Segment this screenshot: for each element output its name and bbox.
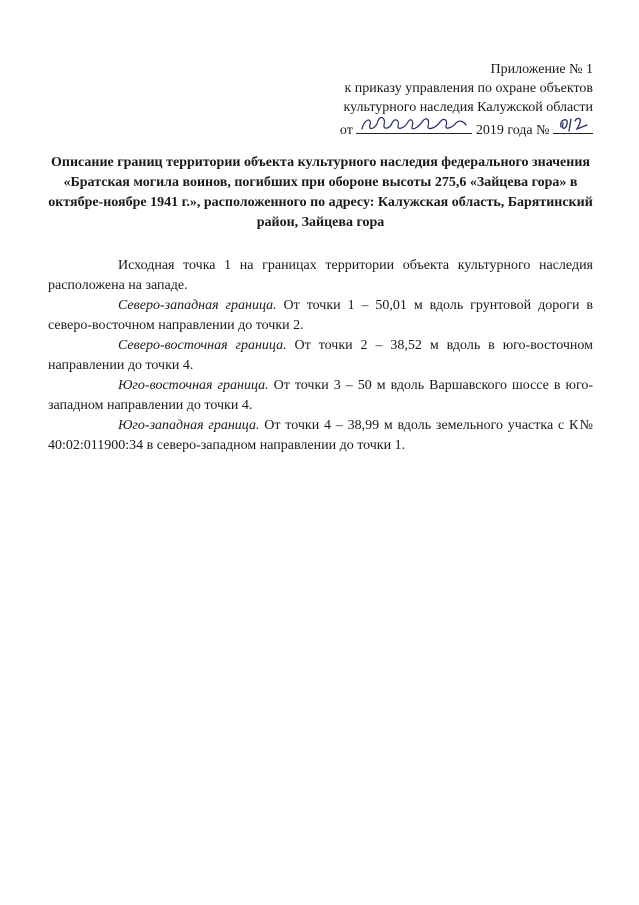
boundary-paragraph-southwest (48, 416, 593, 456)
handwritten-number (553, 117, 593, 134)
boundary-description (48, 256, 593, 456)
appendix-header (293, 60, 593, 140)
boundary-text: От точки 4 – 38,99 м вдоль земельного участка с К№ 40:02:011900:34 в северо-западном направлении до точки 1. (48, 418, 593, 453)
boundary-paragraph-southeast (48, 376, 593, 416)
boundary-name: Юго-западная граница. (118, 418, 260, 433)
boundary-text: От точки 3 – 50 м вдоль Варшавского шоссе в юго-западном направлении до точки 4. (48, 378, 594, 413)
handwritten-date (356, 117, 472, 134)
boundary-paragraph-northwest (48, 296, 593, 336)
document-title: Описание границ территории объекта культурного наследия федерального значения «Братская могила воинов, погибших при обороне высоты 275,6 «Зайцева гора» в октябре-ноябре 1941 г.», расположенного по адресу: Калужская область, Барятинский район, Зайцева гора (48, 155, 593, 230)
boundary-paragraph-northeast (48, 336, 593, 376)
handwritten-number-signature (553, 111, 593, 135)
boundary-text: От точки 1 – 50,01 м вдоль грунтовой дороги в северо-восточном направлении до точки 2. (48, 298, 593, 333)
date-prefix: от (339, 123, 353, 138)
boundary-name: Северо-восточная граница. (118, 338, 287, 353)
order-reference: к приказу управления по охране объектов (344, 81, 593, 96)
authority-name: культурного наследия Калужской области (343, 100, 593, 115)
boundary-text: От точки 2 – 38,52 м вдоль в юго-восточном направлении до точки 4. (48, 338, 593, 373)
date-year-and-number-label: 2019 года № (475, 123, 550, 138)
boundary-name: Северо-западная граница. (118, 298, 277, 313)
intro-paragraph: Исходная точка 1 на границах территории объекта культурного наследия расположена на западе. (48, 258, 593, 293)
appendix-number: Приложение № 1 (490, 62, 593, 77)
boundary-name: Юго-восточная граница. (118, 378, 269, 393)
order-date-line (293, 117, 593, 140)
handwritten-date-signature (356, 111, 472, 135)
